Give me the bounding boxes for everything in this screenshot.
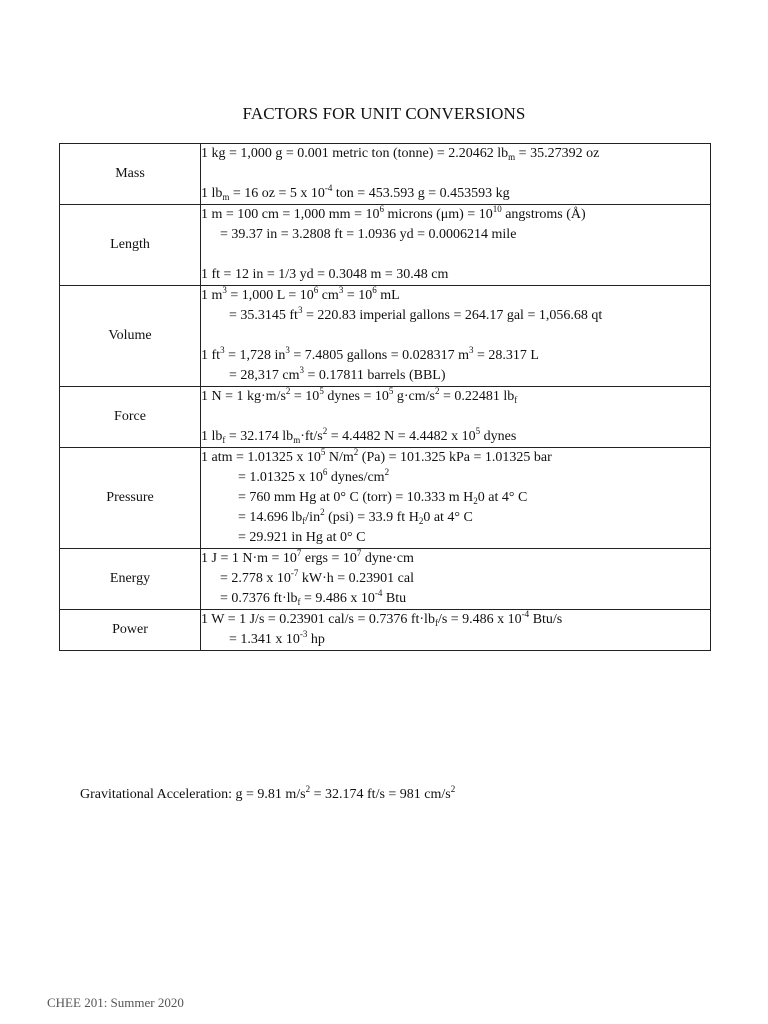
superscript: 5 (475, 426, 481, 436)
text-segment: = 1.341 x 10 (229, 632, 300, 647)
text-segment: 1 W = 1 J/s = 0.23901 cal/s = 0.7376 ft·lb (201, 612, 435, 627)
table-row-pressure (60, 448, 711, 549)
text-segment: = 1.01325 x 10 (238, 470, 323, 485)
conversion-line (201, 589, 710, 609)
conversion-line (201, 265, 710, 285)
conversion-line (201, 286, 710, 306)
superscript: 3 (285, 345, 290, 355)
text-segment: = 28,317 cm (229, 368, 300, 383)
superscript: 3 (299, 365, 304, 375)
text-segment: 0 at 4° C (477, 490, 528, 505)
superscript: -7 (290, 568, 299, 578)
superscript: 3 (222, 285, 227, 295)
category-label: Energy (60, 549, 201, 610)
table-row-power (60, 610, 711, 651)
superscript: 3 (297, 305, 303, 315)
conversion-line (201, 610, 710, 630)
conversion-line (201, 225, 710, 245)
text-segment: = 14.696 lb (238, 510, 303, 525)
conversion-factors (201, 144, 711, 205)
conversion-line (201, 508, 710, 528)
superscript: 6 (322, 467, 328, 477)
conversion-line (201, 468, 710, 488)
text-segment: = 32.174 ft/s = 981 cm/s (310, 787, 451, 802)
text-segment: = 0.7376 ft·lb (220, 591, 298, 606)
text-segment: = 35.27392 oz (515, 146, 600, 161)
conversion-table-body (60, 144, 711, 651)
conversion-factors (201, 610, 711, 651)
superscript: 10 (492, 204, 502, 214)
subscript: f (434, 618, 438, 628)
conversion-line (201, 569, 710, 589)
text-segment: = 0.22481 lb (439, 389, 515, 404)
text-segment: dynes = 10 (323, 389, 389, 404)
conversion-line (201, 488, 710, 508)
text-segment: 1 ft = 12 in = 1/3 yd = 0.3048 m = 30.48 cm (201, 267, 449, 282)
footer-course-label: CHEE 201: Summer 2020 (47, 995, 184, 1010)
text-segment: Btu (382, 591, 407, 606)
conversion-line (201, 387, 710, 407)
superscript: 5 (388, 386, 394, 396)
superscript: 2 (384, 467, 390, 477)
subscript: m (508, 152, 516, 162)
superscript: 2 (434, 386, 440, 396)
text-segment: 1 m = 100 cm = 1,000 mm = 10 (201, 207, 380, 222)
text-segment: angstroms (Å) (501, 207, 586, 222)
page-title: FACTORS FOR UNIT CONVERSIONS (242, 104, 526, 123)
subscript: f (514, 395, 518, 405)
text-segment: ton = 453.593 g = 0.453593 kg (332, 186, 510, 201)
table-row-length (60, 205, 711, 286)
conversion-line (201, 306, 710, 326)
text-segment: N/m (325, 450, 354, 465)
text-segment: = 0.17811 barrels (BBL) (304, 368, 446, 383)
text-segment: 1 atm = 1.01325 x 10 (201, 450, 321, 465)
table-row-force (60, 387, 711, 448)
text-segment: microns (μm) = 10 (383, 207, 493, 222)
superscript: 2 (305, 784, 311, 794)
text-segment: = 10 (290, 389, 320, 404)
text-segment: = 2.778 x 10 (220, 571, 291, 586)
text-segment: /s = 9.486 x 10 (437, 612, 522, 627)
text-segment: = 28.317 L (473, 348, 539, 363)
conversion-line (201, 144, 710, 164)
text-segment: 1 lb (201, 186, 223, 201)
line-gap (201, 164, 710, 184)
category-label: Pressure (60, 448, 201, 549)
text-segment: = 220.83 imperial gallons = 264.17 gal = 1,056.68 qt (302, 308, 603, 323)
conversion-line (201, 366, 710, 386)
gravitational-acceleration-note (80, 784, 456, 803)
superscript: -3 (299, 629, 308, 639)
superscript: 2 (285, 386, 291, 396)
conversion-line (201, 346, 710, 366)
superscript: 5 (320, 447, 326, 457)
conversion-line (201, 528, 710, 548)
subscript: 2 (473, 496, 478, 506)
category-label: Power (60, 610, 201, 651)
superscript: -4 (521, 609, 530, 619)
text-segment: g·cm/s (393, 389, 435, 404)
subscript: f (302, 516, 306, 526)
text-segment: (psi) = 33.9 ft H (324, 510, 419, 525)
superscript: -4 (374, 588, 383, 598)
superscript: -4 (324, 183, 333, 193)
text-segment: = 35.3145 ft (229, 308, 298, 323)
text-segment: Gravitational Acceleration: g = 9.81 m/s (80, 787, 306, 802)
text-segment: 1 J = 1 N·m = 10 (201, 551, 297, 566)
subscript: f (297, 597, 301, 607)
text-segment: ergs = 10 (301, 551, 357, 566)
text-segment: dyne·cm (361, 551, 414, 566)
text-segment: 1 m (201, 288, 223, 303)
superscript: 5 (319, 386, 324, 396)
text-segment: = 1,000 L = 10 (226, 288, 314, 303)
text-segment: Btu/s (529, 612, 563, 627)
superscript: 2 (320, 507, 325, 517)
text-segment: (Pa) = 101.325 kPa = 1.01325 bar (358, 450, 552, 465)
category-label: Mass (60, 144, 201, 205)
line-gap (201, 326, 710, 346)
text-segment: = 10 (343, 288, 373, 303)
text-segment: kW·h = 0.23901 cal (298, 571, 414, 586)
superscript: 7 (356, 548, 362, 558)
line-gap (201, 245, 710, 265)
conversion-factors (201, 387, 711, 448)
conversion-line (201, 184, 710, 204)
conversion-line (201, 630, 710, 650)
text-segment: mL (376, 288, 400, 303)
text-segment: 1 kg = 1,000 g = 0.001 metric ton (tonne) = 2.20462 lb (201, 146, 509, 161)
table-row-volume (60, 286, 711, 387)
subscript: m (293, 435, 301, 445)
subscript: 2 (418, 516, 424, 526)
conversion-line (201, 448, 710, 468)
text-segment: = 32.174 lb (225, 429, 294, 444)
text-segment: = 16 oz = 5 x 10 (229, 186, 325, 201)
text-segment: = 39.37 in = 3.2808 ft = 1.0936 yd = 0.0006214 mile (220, 227, 517, 242)
category-label: Length (60, 205, 201, 286)
text-segment: 1 ft (201, 348, 221, 363)
text-segment: = 4.4482 N = 4.4482 x 10 (327, 429, 476, 444)
superscript: 6 (372, 285, 377, 295)
table-row-energy (60, 549, 711, 610)
table-row-mass (60, 144, 711, 205)
text-segment: = 760 mm Hg at 0° C (torr) = 10.333 m H (238, 490, 474, 505)
text-segment: 0 at 4° C (423, 510, 473, 525)
text-segment: = 1,728 in (224, 348, 286, 363)
superscript: 2 (450, 784, 456, 794)
superscript: 2 (353, 447, 359, 457)
text-segment: cm (318, 288, 339, 303)
text-segment: 1 lb (201, 429, 223, 444)
superscript: 2 (322, 426, 328, 436)
text-segment: 1 N = 1 kg·m/s (201, 389, 286, 404)
text-segment: dynes/cm (327, 470, 385, 485)
superscript: 3 (468, 345, 474, 355)
text-segment: = 9.486 x 10 (300, 591, 375, 606)
conversion-table (59, 143, 711, 651)
superscript: 7 (296, 548, 302, 558)
text-segment: hp (307, 632, 325, 647)
conversion-factors (201, 549, 711, 610)
category-label: Volume (60, 286, 201, 387)
text-segment: ·ft/s (300, 429, 323, 444)
text-segment: = 29.921 in Hg at 0° C (238, 530, 366, 545)
conversion-line (201, 549, 710, 569)
conversion-line (201, 205, 710, 225)
superscript: 3 (338, 285, 344, 295)
conversion-line (201, 427, 710, 447)
conversion-factors (201, 205, 711, 286)
superscript: 3 (220, 345, 225, 355)
conversion-factors (201, 286, 711, 387)
line-gap (201, 407, 710, 427)
conversion-factors (201, 448, 711, 549)
superscript: 6 (379, 204, 384, 214)
text-segment: /in (305, 510, 321, 525)
text-segment: = 7.4805 gallons = 0.028317 m (289, 348, 469, 363)
subscript: f (222, 435, 226, 445)
category-label: Force (60, 387, 201, 448)
text-segment: dynes (480, 429, 517, 444)
subscript: m (222, 192, 230, 202)
superscript: 6 (313, 285, 319, 295)
